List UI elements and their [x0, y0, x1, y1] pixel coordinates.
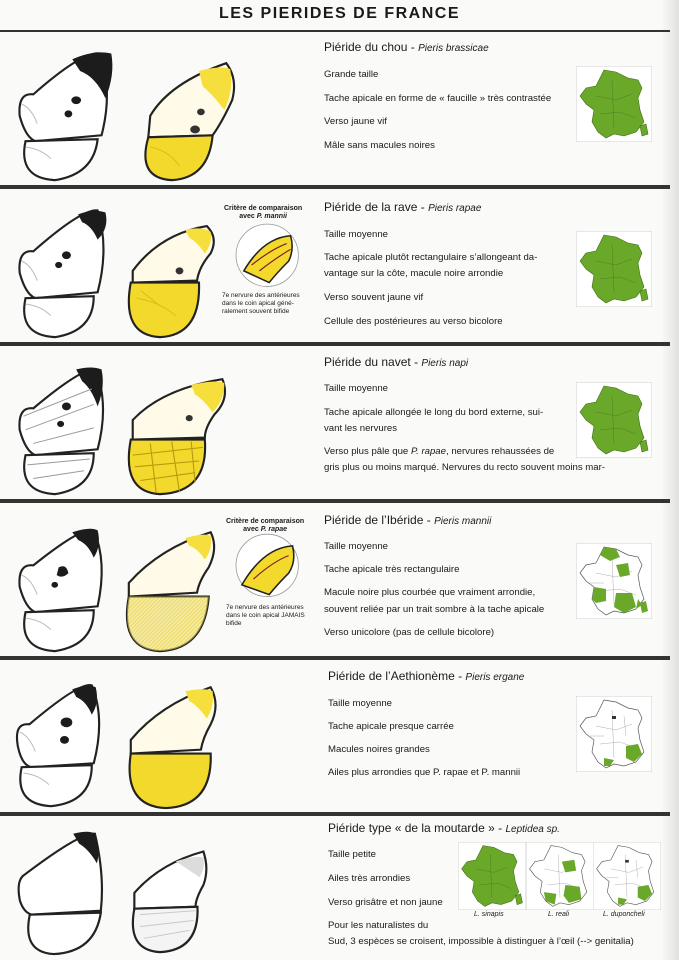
trait-line: Tache apicale en forme de « faucille » très contrastée [324, 93, 552, 104]
species-panel-leptidea [0, 814, 670, 960]
vein-caption: 7e nervure des antérieures dans le coin apical JAMAIS bifide [226, 604, 305, 627]
trait-line: Verso plus pâle que P. rapae, nervures rehaussées de [324, 446, 555, 457]
species-heading: Piéride du navet - Pieris napi [324, 355, 469, 369]
comparison-criterion: Critère de comparaison avec P. mannii [224, 205, 303, 220]
distribution-map-sinapis [458, 842, 526, 910]
trait-line: souvent reliée par un trait sombre à la tache apicale [324, 604, 545, 615]
trait-line: Taille petite [328, 849, 376, 860]
trait-line: Tache apicale très rectangulaire [324, 564, 460, 575]
butterfly-illustration [0, 32, 320, 185]
trait-line: Verso souvent jaune vif [324, 292, 424, 303]
trait-line: Verso unicolore (pas de cellule bicolore) [324, 627, 495, 638]
comparison-criterion: Critère de comparaison avec P. rapae [226, 518, 305, 533]
trait-line: Tache apicale plutôt rectangulaire s’allongeant da- [324, 252, 538, 263]
vein-caption: 7e nervure des antérieures dans le coin apical géné- ralement souvent bifide [222, 292, 300, 315]
trait-line: Pour les naturalistes du [328, 920, 429, 931]
trait-line: Macules noires grandes [328, 744, 430, 755]
species-heading: Piéride de la rave - Pieris rapae [324, 200, 482, 214]
distribution-map [576, 696, 652, 772]
trait-line: Ailes plus arrondies que P. rapae et P. mannii [328, 767, 521, 778]
butterfly-illustration [0, 816, 320, 960]
trait-line: Tache apicale presque carrée [328, 721, 454, 732]
species-heading: Piéride type « de la moutarde » - Leptidea sp. [328, 821, 560, 835]
trait-line: vant les nervures [324, 423, 398, 434]
species-heading: Piéride de l’Ibéride - Pieris mannii [324, 513, 492, 527]
species-panel-ergane [0, 658, 670, 814]
distribution-map [576, 382, 652, 458]
species-panel-napi [0, 344, 670, 501]
map-label: L. reali [548, 911, 570, 918]
trait-line: Mâle sans macules noires [324, 140, 435, 151]
trait-line: gris plus ou moins marqué. Nervures du recto souvent moins mar- [324, 462, 605, 473]
trait-line: Macule noire plus courbée que vraiment arrondie, [324, 587, 536, 598]
trait-line: Sud, 3 espèces se croisent, impossible à distinguer à l’œil (--> genitalia) [328, 936, 634, 947]
distribution-map-duponcheli [593, 842, 661, 910]
butterfly-illustration [0, 346, 320, 499]
butterfly-illustration [0, 660, 320, 812]
trait-line: Verso grisâtre et non jaune [328, 897, 443, 908]
species-heading: Piéride de l’Aethionème - Pieris ergane [328, 669, 525, 683]
trait-line: Taille moyenne [324, 383, 388, 394]
trait-line: Cellule des postérieures au verso bicolore [324, 316, 503, 327]
species-panel-mannii [0, 501, 670, 658]
trait-line: Tache apicale allongée le long du bord externe, sui- [324, 407, 544, 418]
distribution-map-reali [526, 842, 594, 910]
trait-line: Taille moyenne [324, 541, 388, 552]
trait-line: Verso jaune vif [324, 116, 387, 127]
trait-line: Taille moyenne [328, 698, 392, 709]
distribution-map [576, 231, 652, 307]
page-title: LES PIERIDES DE FRANCE [218, 5, 461, 22]
trait-line: Taille moyenne [324, 229, 388, 240]
map-label: L. sinapis [474, 911, 504, 918]
distribution-map [576, 543, 652, 619]
map-label: L. duponcheli [603, 911, 645, 918]
trait-line: vantage sur la côte, macule noire arrondie [324, 268, 504, 279]
species-panel-brassicae [0, 30, 670, 187]
species-heading: Piéride du chou - Pieris brassicae [324, 40, 489, 54]
trait-line: Ailes très arrondies [328, 873, 411, 884]
trait-line: Grande taille [324, 69, 379, 80]
distribution-map [576, 66, 652, 142]
species-panel-rapae [0, 187, 670, 344]
